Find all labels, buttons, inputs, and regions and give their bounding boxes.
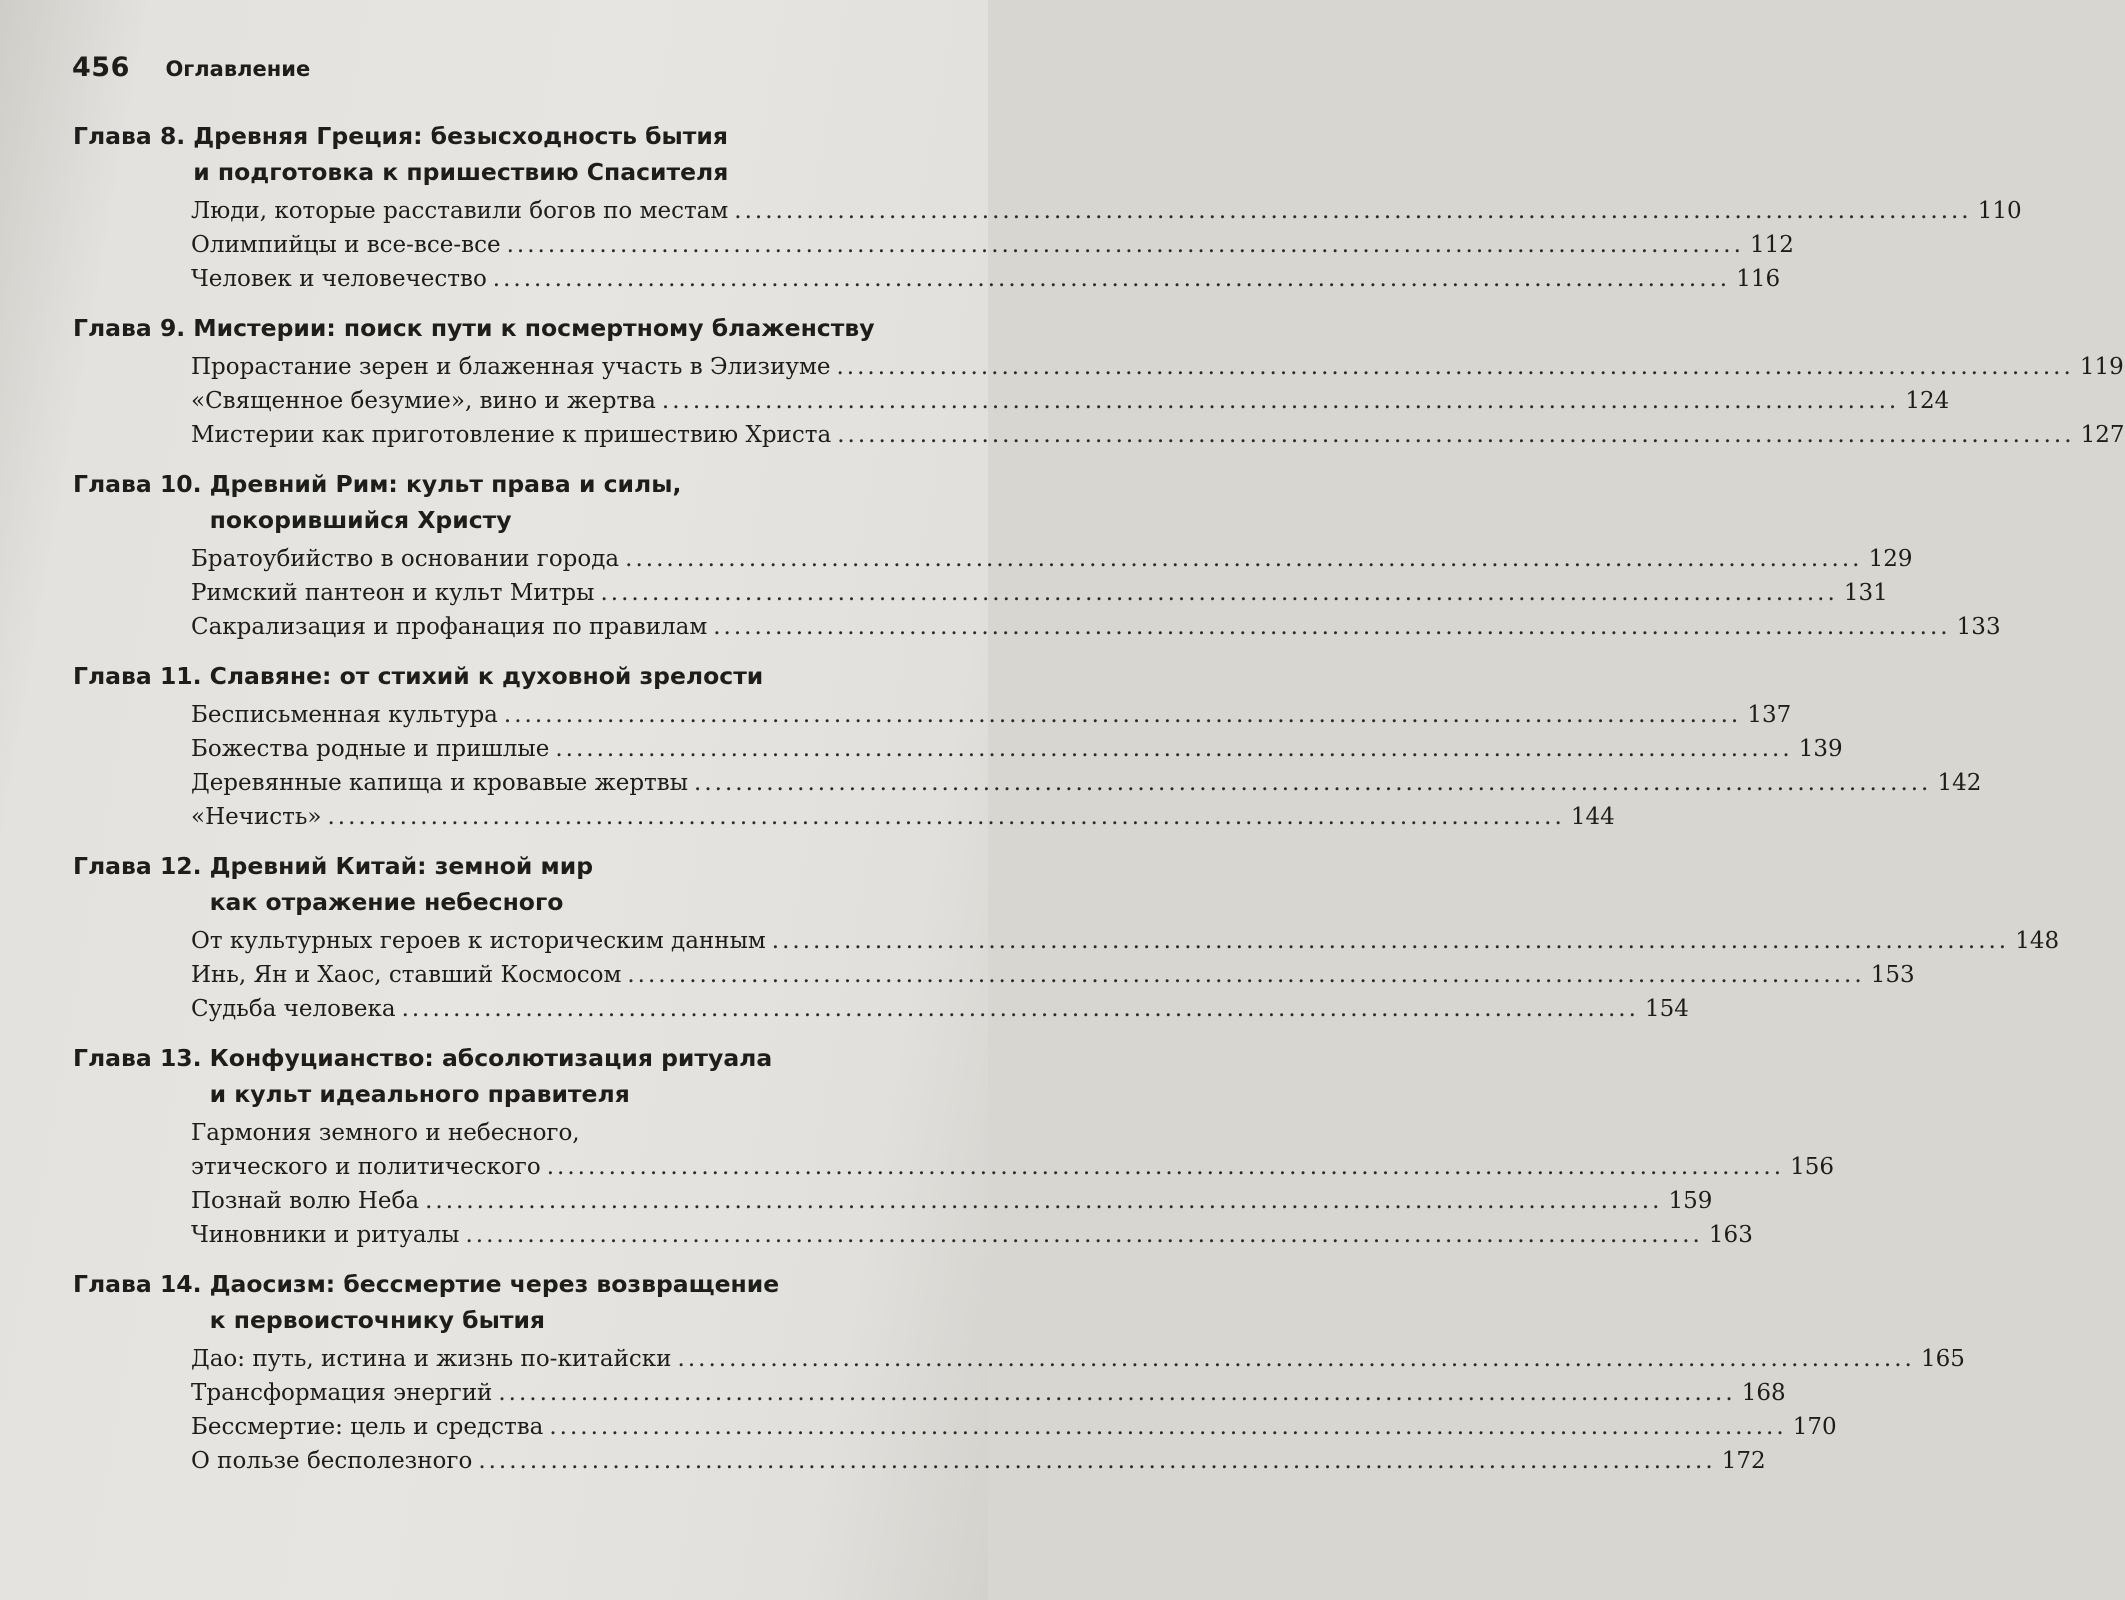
dot-leader: ........................................................................................................................ bbox=[836, 354, 2074, 380]
chapter-title-line: и подготовка к пришествию Спасителя bbox=[193, 158, 729, 186]
chapter-label: Глава 14. bbox=[73, 1270, 202, 1298]
entry-page: 144 bbox=[1570, 804, 1615, 830]
running-header bbox=[72, 52, 310, 83]
chapter-heading bbox=[73, 118, 933, 190]
dot-leader: ........................................................................................................................ bbox=[327, 804, 1565, 830]
chapter-title-line: Конфуцианство: абсолютизация ритуала bbox=[209, 1044, 773, 1072]
chapter-label: Глава 11. bbox=[73, 662, 202, 690]
chapter-label: Глава 10. bbox=[73, 470, 202, 498]
entry-page: 170 bbox=[1792, 1414, 1837, 1440]
chapter-title bbox=[210, 1040, 933, 1112]
toc-entry[interactable] bbox=[191, 1342, 1965, 1376]
chapter-13 bbox=[73, 1040, 1835, 1252]
toc-entry[interactable] bbox=[191, 262, 1781, 296]
chapter-label: Глава 13. bbox=[73, 1044, 202, 1072]
toc-entry[interactable] bbox=[191, 350, 2124, 384]
running-title: Оглавление bbox=[165, 57, 311, 81]
dot-leader: ........................................................................................................................ bbox=[837, 422, 2075, 448]
entry-page: 137 bbox=[1747, 702, 1792, 728]
entry-page: 142 bbox=[1937, 770, 1982, 796]
chapter-heading bbox=[73, 658, 933, 694]
chapter-11 bbox=[73, 658, 1982, 834]
chapter-9 bbox=[73, 310, 2125, 452]
chapter-title-line: Древняя Греция: безысходность бытия bbox=[193, 122, 728, 150]
dot-leader: ........................................................................................................................ bbox=[625, 546, 1863, 572]
entry-title-line1: Гармония земного и небесного, bbox=[191, 1120, 580, 1146]
entry-title: «Нечисть» bbox=[191, 804, 322, 830]
dot-leader: ........................................................................................................................ bbox=[549, 1414, 1787, 1440]
page-number: 456 bbox=[72, 52, 130, 83]
toc-entry[interactable] bbox=[191, 1410, 1837, 1444]
toc-entry[interactable] bbox=[191, 194, 2022, 228]
toc-entry[interactable] bbox=[191, 1218, 1753, 1252]
entry-page: 148 bbox=[2015, 928, 2060, 954]
entry-title: Трансформация энергий bbox=[191, 1380, 493, 1406]
toc-entry[interactable] bbox=[191, 1444, 1766, 1478]
entry-page: 124 bbox=[1905, 388, 1950, 414]
dot-leader: ........................................................................................................................ bbox=[694, 770, 1932, 796]
entry-title: «Священное безумие», вино и жертва bbox=[191, 388, 656, 414]
entry-title: Познай волю Неба bbox=[191, 1188, 420, 1214]
entry-title: Чиновники и ритуалы bbox=[191, 1222, 460, 1248]
entry-page: 129 bbox=[1868, 546, 1913, 572]
entry-title: Деревянные капища и кровавые жертвы bbox=[191, 770, 689, 796]
chapter-heading bbox=[73, 1266, 933, 1338]
dot-leader: ........................................................................................................................ bbox=[627, 962, 1865, 988]
toc-entry[interactable] bbox=[191, 732, 1843, 766]
toc-entry[interactable] bbox=[191, 576, 1888, 610]
entry-page: 131 bbox=[1843, 580, 1888, 606]
entry-page: 165 bbox=[1920, 1346, 1965, 1372]
chapter-heading bbox=[73, 1040, 933, 1112]
entry-title: Дао: путь, истина и жизнь по-китайски bbox=[191, 1346, 672, 1372]
entry-title: Олимпийцы и все-все-все bbox=[191, 232, 501, 258]
dot-leader: ........................................................................................................................ bbox=[555, 736, 1793, 762]
dot-leader: ........................................................................................................................ bbox=[498, 1380, 1736, 1406]
chapter-title-line: Мистерии: поиск пути к посмертному блаженству bbox=[193, 314, 875, 342]
table-of-contents bbox=[73, 118, 2125, 1492]
entry-page: 159 bbox=[1668, 1188, 1713, 1214]
dot-leader: ........................................................................................................................ bbox=[478, 1448, 1716, 1474]
entry-title: Человек и человечество bbox=[191, 266, 487, 292]
chapter-title-line: как отражение небесного bbox=[209, 888, 564, 916]
chapter-12 bbox=[73, 848, 2060, 1026]
entry-page: 139 bbox=[1798, 736, 1843, 762]
entry-title: Бессмертие: цель и средства bbox=[191, 1414, 544, 1440]
toc-entry[interactable] bbox=[191, 766, 1982, 800]
entry-page: 172 bbox=[1721, 1448, 1766, 1474]
toc-entry[interactable] bbox=[191, 924, 2060, 958]
dot-leader: ........................................................................................................................ bbox=[713, 614, 1951, 640]
chapter-heading bbox=[73, 466, 933, 538]
entry-page: 119 bbox=[2079, 354, 2124, 380]
entry-title: От культурных героев к историческим данным bbox=[191, 928, 766, 954]
dot-leader: ........................................................................................................................ bbox=[600, 580, 1838, 606]
entry-page: 116 bbox=[1736, 266, 1781, 292]
toc-entry[interactable] bbox=[191, 1150, 1835, 1184]
dot-leader: ........................................................................................................................ bbox=[734, 198, 1972, 224]
toc-entry[interactable] bbox=[191, 384, 1950, 418]
entry-page: 127 bbox=[2080, 422, 2125, 448]
dot-leader: ........................................................................................................................ bbox=[771, 928, 2010, 954]
chapter-title-line: и культ идеального правителя bbox=[209, 1080, 630, 1108]
chapter-14 bbox=[73, 1266, 1965, 1478]
dot-leader: ........................................................................................................................ bbox=[677, 1346, 1915, 1372]
entry-page: 163 bbox=[1708, 1222, 1753, 1248]
dot-leader: ........................................................................................................................ bbox=[503, 702, 1742, 728]
dot-leader: ........................................................................................................................ bbox=[465, 1222, 1703, 1248]
toc-entry[interactable] bbox=[191, 698, 1792, 732]
chapter-title-line: Славяне: от стихий к духовной зрелости bbox=[209, 662, 764, 690]
entry-title: Мистерии как приготовление к пришествию Христа bbox=[191, 422, 832, 448]
toc-entry[interactable] bbox=[191, 992, 1689, 1026]
entry-page: 156 bbox=[1790, 1154, 1835, 1180]
dot-leader: ........................................................................................................................ bbox=[425, 1188, 1663, 1214]
entry-title: Сакрализация и профанация по правилам bbox=[191, 614, 708, 640]
entry-title: Прорастание зерен и блаженная участь в Элизиуме bbox=[191, 354, 831, 380]
chapter-title bbox=[210, 658, 933, 694]
entry-title: Римский пантеон и культ Митры bbox=[191, 580, 595, 606]
entry-page: 168 bbox=[1741, 1380, 1786, 1406]
toc-entry-first-line[interactable] bbox=[191, 1116, 933, 1150]
chapter-title-line: к первоисточнику бытия bbox=[209, 1306, 546, 1334]
entry-title: Инь, Ян и Хаос, ставший Космосом bbox=[191, 962, 622, 988]
toc-entry[interactable] bbox=[191, 228, 1794, 262]
toc-entry[interactable] bbox=[191, 418, 2125, 452]
entry-title: О пользе бесполезного bbox=[191, 1448, 473, 1474]
chapter-label: Глава 12. bbox=[73, 852, 202, 880]
entry-page: 133 bbox=[1956, 614, 2001, 640]
chapter-title bbox=[193, 118, 933, 190]
dot-leader: ........................................................................................................................ bbox=[401, 996, 1639, 1022]
toc-entry[interactable] bbox=[191, 800, 1615, 834]
entry-title: этического и политического bbox=[191, 1154, 541, 1180]
toc-entry[interactable] bbox=[191, 1376, 1786, 1410]
chapter-title bbox=[210, 466, 933, 538]
entry-page: 153 bbox=[1870, 962, 1915, 988]
entry-title: Братоубийство в основании города bbox=[191, 546, 620, 572]
entry-page: 110 bbox=[1977, 198, 2022, 224]
entry-title: Бесписьменная культура bbox=[191, 702, 498, 728]
dot-leader: ........................................................................................................................ bbox=[546, 1154, 1785, 1180]
entry-page: 112 bbox=[1750, 232, 1794, 258]
chapter-heading bbox=[73, 848, 933, 920]
chapter-heading bbox=[73, 310, 933, 346]
chapter-title bbox=[210, 848, 933, 920]
dot-leader: ........................................................................................................................ bbox=[506, 232, 1744, 258]
dot-leader: ........................................................................................................................ bbox=[661, 388, 1900, 414]
entry-title: Судьба человека bbox=[191, 996, 396, 1022]
toc-entry[interactable] bbox=[191, 542, 1913, 576]
chapter-8 bbox=[73, 118, 2022, 296]
chapter-label: Глава 9. bbox=[73, 314, 186, 342]
chapter-title-line: Древний Рим: культ права и силы, bbox=[209, 470, 682, 498]
entry-title: Божества родные и пришлые bbox=[191, 736, 550, 762]
chapter-10 bbox=[73, 466, 2001, 644]
chapter-title bbox=[210, 1266, 933, 1338]
dot-leader: ........................................................................................................................ bbox=[492, 266, 1731, 292]
chapter-title bbox=[193, 310, 933, 346]
toc-entry[interactable] bbox=[191, 1184, 1713, 1218]
chapter-title-line: Древний Китай: земной мир bbox=[209, 852, 594, 880]
entry-title: Люди, которые расставили богов по местам bbox=[191, 198, 729, 224]
chapter-label: Глава 8. bbox=[73, 122, 186, 150]
chapter-title-line: покорившийся Христу bbox=[209, 506, 512, 534]
chapter-title-line: Даосизм: бессмертие через возвращение bbox=[209, 1270, 780, 1298]
toc-entry[interactable] bbox=[191, 610, 2001, 644]
toc-entry[interactable] bbox=[191, 958, 1915, 992]
entry-page: 154 bbox=[1645, 996, 1689, 1022]
